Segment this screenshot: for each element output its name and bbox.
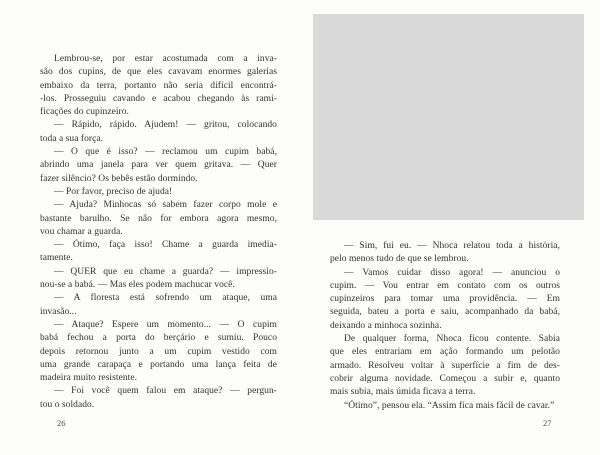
- text-line: seguida, bateu a porta e saiu, acompanhado da babá,: [330, 307, 560, 318]
- text-line: — Ótimo, faça isso! Chame a guarda imedia-: [54, 240, 277, 251]
- text-line: tou o soldado.: [40, 399, 95, 410]
- text-line: — Ataque? Espere um momento... — O cupim: [54, 319, 277, 330]
- text-line: abrindo uma janela para ver quem gritava. — Quer: [40, 160, 277, 171]
- text-line: mais subia, mais úmida ficava a terra.: [330, 387, 476, 398]
- text-line: — Rápido, rápido. Ajudem! — gritou, colocando: [54, 120, 277, 131]
- text-line: — Por favor, preciso de ajuda!: [54, 186, 173, 197]
- text-line: vou chamar a guarda.: [40, 226, 123, 237]
- text-line: deixando a minhoca sozinha.: [330, 320, 442, 331]
- text-line: ficações do cupinzeiro.: [40, 107, 129, 118]
- text-line: — QUER que eu chame a guarda? — impressio-: [54, 266, 277, 277]
- text-line: — O que é isso? — reclamou um cupim babá,: [54, 147, 277, 158]
- text-line: “Ótimo”, pensou ela. “Assim fica mais fácil de cavar.”: [344, 400, 555, 411]
- text-line: — A floresta está sofrendo um ataque, uma: [54, 293, 277, 304]
- text-line: babá fechou a porta do berçário e sumiu. Pouco: [40, 333, 277, 344]
- text-line: depois retornou junto a um cupim vestido com: [40, 346, 277, 357]
- text-line: que eles entrariam em ação formando um pelotão: [330, 347, 560, 358]
- text-line: pelo menos tudo de que se lembrou.: [330, 254, 469, 265]
- text-line: cobrir alguma novidade. Começou a subir e, quanto: [330, 373, 560, 384]
- text-line: fazer silêncio? Os bebês estão dormindo.: [40, 173, 198, 184]
- text-line: — Vamos cuidar disso agora! — anunciou o: [344, 267, 560, 278]
- text-line: — Sim, fui eu. — Nhoca relatou toda a história,: [344, 241, 560, 251]
- text-line: embaixo da terra, portanto não seria difícil encontrá-: [40, 80, 277, 91]
- left-page-text: [40, 53, 277, 412]
- text-line: -los. Prosseguiu cavando e acabou chegando às rami-: [40, 93, 277, 104]
- text-line: toda a sua força.: [40, 133, 104, 144]
- right-page-number: 27: [543, 418, 552, 428]
- text-line: tamente.: [40, 253, 73, 264]
- text-line: uma grande carapaça e portando uma lança feita de: [40, 359, 277, 370]
- text-line: — Foi você quem falou em ataque? — pergun-: [54, 386, 277, 397]
- text-line: cupinzeiros para tomar uma providência. — Em: [330, 294, 560, 305]
- text-line: são dos cupins, de que eles cavavam enormes galerias: [40, 67, 277, 78]
- text-line: — Ajuda? Minhocas só sabem fazer corpo mole e: [54, 200, 277, 211]
- text-line: cupim. — Vou entrar em contato com os outros: [330, 280, 560, 291]
- text-line: Lembrou-se, por estar acostumada com a inva-: [54, 54, 277, 64]
- right-page-text: [330, 240, 560, 413]
- illustration-background: [313, 14, 584, 220]
- text-line: armado. Resolveu voltar à superfície a fim de des-: [330, 360, 560, 371]
- text-line: nou-se a babá. — Mas eles podem machucar você.: [40, 280, 235, 291]
- text-line: madeira muito resistente.: [40, 373, 138, 384]
- termite-soldiers-illustration: [313, 0, 584, 222]
- text-line: bastante barulho. Se não for embora agora mesmo,: [40, 213, 277, 224]
- text-line: invasão...: [40, 306, 77, 317]
- text-line: De qualquer forma, Nhoca ficou contente. Sabia: [344, 334, 560, 345]
- left-page-number: 26: [57, 418, 66, 428]
